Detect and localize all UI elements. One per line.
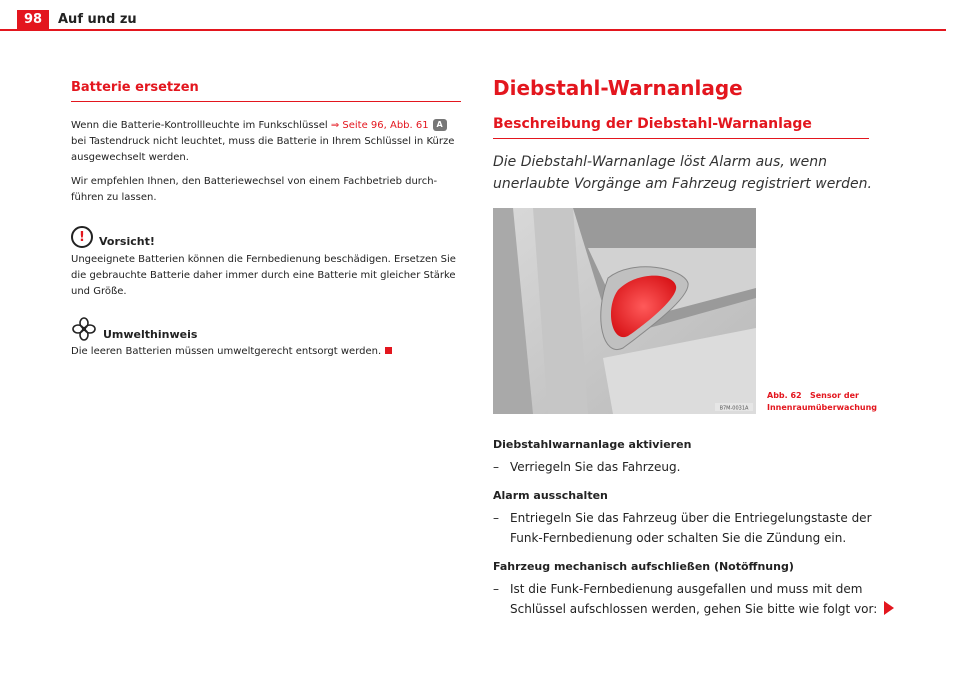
section-heading: Fahrzeug mechanisch aufschließen (Notöffnung) [493, 560, 794, 573]
step-item [493, 457, 883, 477]
battery-para1-text-cont: bei Tastendruck nicht leuchtet, muss die Batterie in Ihrem Schlüssel in Kürze ausgewechselt werden. [71, 136, 455, 163]
page-header [0, 0, 960, 30]
battery-section-title: Batterie ersetzen [71, 80, 461, 102]
section-end-marker [385, 347, 392, 354]
left-column [71, 80, 461, 360]
step-item [493, 579, 883, 619]
step-item [493, 508, 883, 548]
battery-para1-text: Wenn die Batterie-Kontrollleuchte im Funkschlüssel [71, 120, 331, 131]
continue-arrow-icon [884, 601, 894, 615]
figure-caption-text-1: Sensor der [809, 391, 859, 400]
step-dash: – [493, 582, 499, 596]
caution-block [71, 226, 461, 300]
main-title: Diebstahl-Warnanlage [493, 76, 743, 100]
step-text: Entriegeln Sie das Fahrzeug über die Entriegelungstaste der Funk-Fernbedienung oder schalten Sie die Zündung ein. [510, 511, 872, 545]
figure-caption [767, 390, 877, 414]
right-column [493, 76, 883, 195]
caution-text: Ungeeignete Batterien können die Fernbedienung beschädigen. Ersetzen Sie die gebrauchte Batterie daher immer durch eine Batterie mit gleicher Stärke und Größe. [71, 254, 456, 297]
section-alarm-off [493, 489, 883, 548]
page-number: 98 [17, 10, 49, 30]
warning-icon: ! [71, 226, 93, 248]
step-dash: – [493, 511, 499, 525]
battery-paragraph-2: Wir empfehlen Ihnen, den Batteriewechsel von einem Fachbetrieb durch-führen zu lassen. [71, 176, 438, 203]
environment-text [71, 344, 461, 360]
figure-caption-line1 [767, 390, 877, 402]
environment-block [71, 316, 461, 360]
sensor-figure [493, 208, 756, 414]
chapter-title: Auf und zu [58, 12, 137, 27]
step-dash: – [493, 460, 499, 474]
section-heading: Diebstahlwarnanlage aktivieren [493, 438, 692, 451]
battery-paragraph-1 [71, 118, 461, 166]
step-text: Ist die Funk-Fernbedienung ausgefallen und muss mit dem Schlüssel aufschlossen werden, gehen Sie bitte wie folgt vor: [510, 582, 878, 616]
environment-text-body: Die leeren Batterien müssen umweltgerecht entsorgt werden. [71, 346, 382, 357]
steps-area [493, 438, 883, 619]
step-text: Verriegeln Sie das Fahrzeug. [510, 460, 681, 474]
intro-text: Die Diebstahl-Warnanlage löst Alarm aus, wenn unerlaubte Vorgänge am Fahrzeug registriert werden. [493, 154, 872, 192]
environment-header [71, 316, 461, 342]
sub-title: Beschreibung der Diebstahl-Warnanlage [493, 116, 869, 139]
callout-badge: A [433, 119, 447, 131]
caution-header [71, 226, 461, 248]
section-emergency-open [493, 560, 883, 619]
section-activate [493, 438, 883, 477]
page-reference-link[interactable]: ⇒ Seite 96, Abb. 61 [330, 120, 429, 131]
environment-flower-icon [71, 316, 97, 342]
section-heading: Alarm ausschalten [493, 489, 608, 502]
figure-number: Abb. 62 [767, 391, 802, 400]
figure-caption-text-2: Innenraumüberwachung [767, 403, 877, 412]
figure-code: B7M-0031A [719, 405, 749, 412]
header-rule [0, 29, 946, 31]
environment-title: Umwelthinweis [103, 327, 198, 341]
caution-title: Vorsicht! [99, 234, 155, 248]
